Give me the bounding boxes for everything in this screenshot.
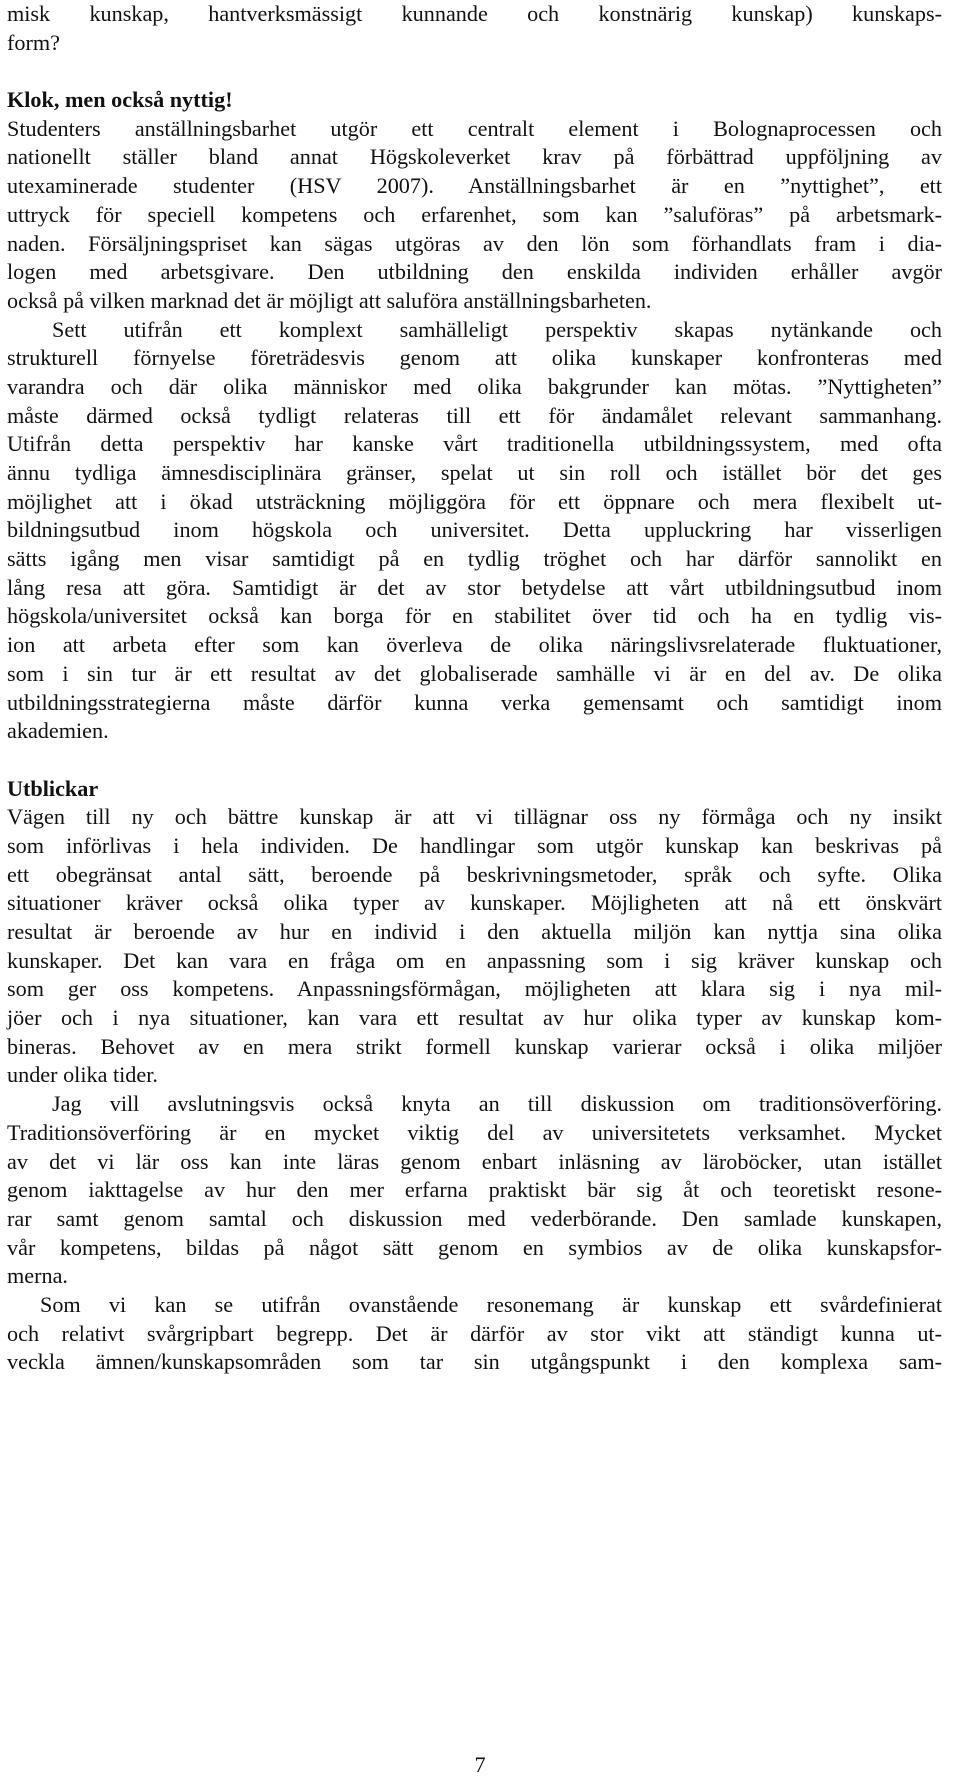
text-line: nationellt ställer bland annat Högskoleverket krav på förbättrad uppföljning av [7,144,942,170]
text-line: merna. [7,1263,68,1289]
text-line: form? [7,29,60,55]
text-line: jöer och i nya situationer, kan vara ett resultat av hur olika typer av kunskap kom- [7,1005,942,1031]
paragraph [7,803,942,1090]
text-line: som ger oss kompetens. Anpassningsförmågan, möjligheten att klara sig i nya mil- [7,976,942,1002]
text-line: ännu tydliga ämnesdisciplinära gränser, spelat ut sin roll och istället bör det ges [7,460,942,485]
paragraph-gap [7,746,942,775]
text-line: bineras. Behovet av en mera strikt formell kunskap varierar också i olika miljöer [7,1033,942,1059]
text-line: som införlivas i hela individen. De handlingar som utgör kunskap kan beskrivas på [7,832,942,858]
text-line: bildningsutbud inom högskola och universitet. Detta uppluckring har visserligen [7,517,942,543]
section-heading: Utblickar [7,775,99,801]
text-line: högskola/universitet också kan borga för en stabilitet över tid och ha en tydlig vis- [7,603,942,629]
text-line: naden. Försäljningspriset kan sägas utgöras av den lön som förhandlats fram i dia- [7,230,942,256]
section-heading: Klok, men också nyttig! [7,87,233,113]
text-line: kunskaper. Det kan vara en fråga om en anpassning som i sig kräver kunskap och [7,947,942,973]
text-line: varandra och där olika människor med olika bakgrunder kan mötas. ”Nyttigheten” [7,373,942,399]
text-line: uttryck för speciell kompetens och erfarenhet, som kan ”saluföras” på arbetsmark- [7,201,942,227]
text-line: resultat är beroende av hur en individ i den aktuella miljön kan nyttja sina olika [7,919,942,944]
page-number: 7 [474,1752,486,1777]
text-line: misk kunskap, hantverksmässigt kunnande och konstnärig kunskap) kunskaps- [7,1,942,26]
text-line: ion att arbeta efter som kan överleva de olika näringslivsrelaterade fluktuationer, [7,632,942,658]
paragraph [7,316,942,746]
text-line: Jag vill avslutningsvis också knyta an till diskussion om traditionsöverföring. [52,1091,942,1117]
text-line: utexaminerade studenter (HSV 2007). Anställningsbarhet är en ”nyttighet”, ett [7,173,942,199]
text-line: av det vi lär oss kan inte läras genom enbart inläsning av läroböcker, utan istället [7,1148,942,1174]
text-line: akademien. [7,718,109,744]
text-line: strukturell förnyelse företrädesvis genom att olika kunskaper konfronteras med [7,345,942,371]
paragraph [7,1291,942,1377]
text-line: som i sin tur är ett resultat av det globaliserade samhälle vi är en del av. De olika [7,660,942,686]
text-line: ett obegränsat antal sätt, beroende på beskrivningsmetoder, språk och syfte. Olika [7,861,942,887]
text-line: utbildningsstrategierna måste därför kunna verka gemensamt och samtidigt inom [7,689,942,715]
text-line: situationer kräver också olika typer av kunskaper. Möjligheten att nå ett önskvärt [7,890,942,916]
text-line: genom iakttagelse av hur den mer erfarna praktiskt bär sig åt och teoretiskt resone- [7,1177,942,1203]
text-line: Utifrån detta perspektiv har kanske vårt traditionella utbildningssystem, med ofta [7,431,942,457]
text-line: vår kompetens, bildas på något sätt genom en symbios av de olika kunskapsfor- [7,1234,942,1260]
text-line: veckla ämnen/kunskapsområden som tar sin utgångspunkt i den komplexa sam- [7,1349,942,1375]
text-line: lång resa att göra. Samtidigt är det av stor betydelse att vårt utbildningsutbud inom [7,574,942,600]
text-line: Traditionsöverföring är en mycket viktig del av universitetets verksamhet. Mycket [7,1119,942,1145]
paragraph-gap [7,57,942,86]
text-line: logen med arbetsgivare. Den utbildning den enskilda individen erhåller avgör [7,259,942,285]
text-line: sätts igång men visar samtidigt på en tydlig tröghet och har därför sannolikt en [7,546,942,572]
text-line: Vägen till ny och bättre kunskap är att vi tillägnar oss ny förmåga och ny insikt [7,804,942,830]
text-line: och relativt svårgripbart begrepp. Det är därför av stor vikt att ständigt kunna ut- [7,1320,942,1346]
text-line: under olika tider. [7,1062,158,1088]
text-line: Som vi kan se utifrån ovanstående resonemang är kunskap ett svårdefinierat [40,1291,942,1317]
document-page [7,0,942,1377]
paragraph [7,115,942,316]
text-line: möjlighet att i ökad utsträckning möjliggöra för ett öppnare och mera flexibelt ut- [7,488,942,514]
text-line: rar samt genom samtal och diskussion med vederbörande. Den samlade kunskapen, [7,1205,942,1231]
paragraph [7,1090,942,1291]
text-line: Studenters anställningsbarhet utgör ett centralt element i Bolognaprocessen och [7,115,942,141]
text-line: Sett utifrån ett komplext samhälleligt perspektiv skapas nytänkande och [52,316,942,342]
text-line: måste därmed också tydligt relateras till ett för ändamålet relevant sammanhang. [7,402,942,428]
text-line: också på vilken marknad det är möjligt att saluföra anställningsbarheten. [7,287,652,313]
